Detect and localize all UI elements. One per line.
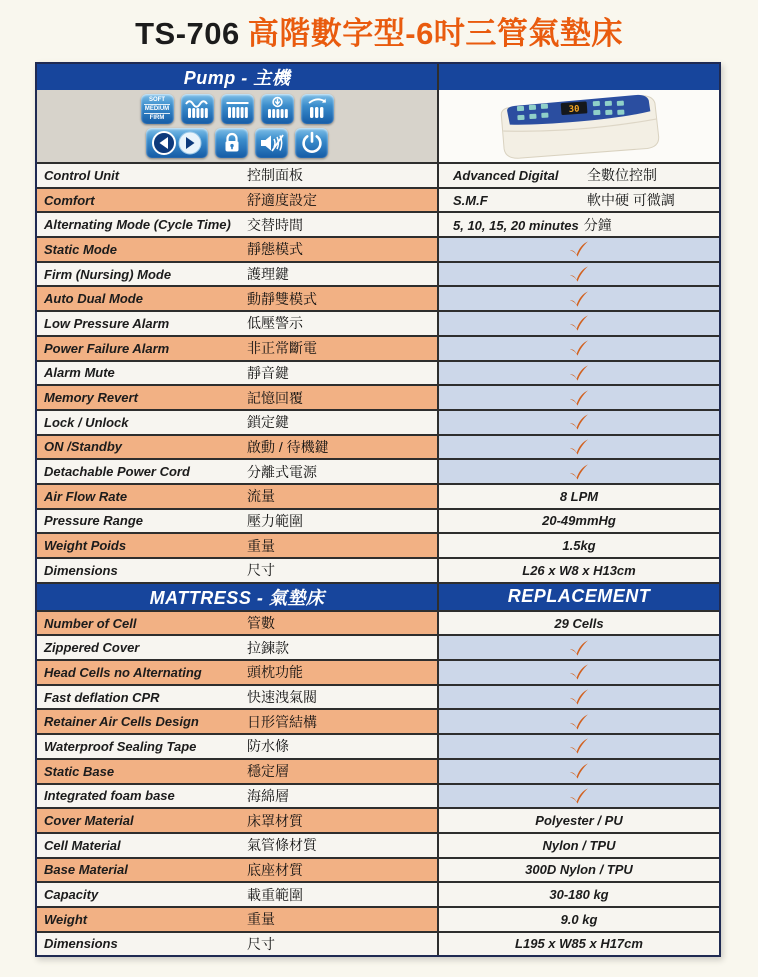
row-value-cell	[437, 534, 719, 557]
row-value: Nylon / TPU	[542, 837, 616, 853]
comfort-label-firm: FIRM	[144, 113, 170, 122]
row-label-en: Zippered Cover	[44, 640, 140, 656]
spec-row	[37, 261, 719, 286]
pump-section-header	[37, 64, 719, 90]
row-value-cell	[437, 859, 719, 882]
row-value-cell	[437, 386, 719, 409]
spec-row	[37, 335, 719, 360]
row-value: 8 LPM	[559, 488, 599, 504]
row-label-cell	[37, 636, 437, 659]
row-label-en: Control Unit	[44, 167, 120, 183]
comfort-label-medium: MEDIUM	[144, 106, 170, 112]
row-value-cell	[437, 834, 719, 857]
row-label-en: Retainer Air Cells Design	[44, 714, 199, 730]
row-label-zh: 氣管條材質	[247, 837, 317, 854]
row-label-en: Weight Poids	[44, 538, 127, 554]
row-value-cell	[437, 362, 719, 385]
spec-row	[37, 708, 719, 733]
row-label-cell	[37, 164, 437, 187]
row-label-zh: 壓力範圍	[247, 512, 303, 529]
replacement-header-title: REPLACEMENT	[437, 584, 719, 610]
row-label-zh: 尺寸	[247, 935, 275, 952]
check-icon	[569, 788, 589, 804]
row-label-zh: 啟動 / 待機鍵	[247, 438, 329, 455]
row-value-cell	[437, 411, 719, 434]
row-value-cell	[437, 735, 719, 758]
row-label-zh: 流量	[247, 488, 275, 505]
spec-row	[37, 733, 719, 758]
row-label-en: Firm (Nursing) Mode	[44, 266, 172, 282]
row-label-en: Auto Dual Mode	[44, 291, 143, 307]
row-label-en: Dimensions	[44, 562, 118, 578]
spec-row	[37, 434, 719, 459]
check-icon	[569, 664, 589, 680]
row-value-zh: 全數位控制	[587, 167, 657, 184]
check-icon	[569, 390, 589, 406]
pump-button-panel	[37, 90, 437, 162]
row-label-cell	[37, 933, 437, 956]
row-label-zh: 靜音鍵	[247, 364, 289, 381]
row-label-cell	[37, 460, 437, 483]
row-label-en: Head Cells no Alternating	[44, 664, 202, 680]
row-label-cell	[37, 337, 437, 360]
row-value-en: S.M.F	[453, 192, 488, 208]
spec-row	[37, 557, 719, 582]
row-label-en: Alarm Mute	[44, 365, 115, 381]
spec-row	[37, 162, 719, 187]
row-label-zh: 動靜雙模式	[247, 290, 317, 307]
row-label-zh: 頭枕功能	[247, 664, 303, 681]
row-label-cell	[37, 263, 437, 286]
row-label-en: Pressure Range	[44, 513, 143, 529]
check-icon	[569, 763, 589, 779]
row-value-cell	[437, 636, 719, 659]
row-value-cell	[437, 189, 719, 212]
spec-row	[37, 508, 719, 533]
row-label-cell	[37, 785, 437, 808]
row-label-zh: 床罩材質	[247, 812, 303, 829]
spec-row	[37, 906, 719, 931]
row-label-cell	[37, 386, 437, 409]
power-icon	[295, 128, 328, 158]
row-label-cell	[37, 534, 437, 557]
spec-row	[37, 384, 719, 409]
row-label-zh: 交替時間	[247, 216, 303, 233]
row-value-cell	[437, 238, 719, 261]
row-label-en: Waterproof Sealing Tape	[44, 738, 197, 754]
row-label-en: Integrated foam base	[44, 788, 175, 804]
row-label-cell	[37, 485, 437, 508]
row-value-cell	[437, 559, 719, 582]
row-value: 1.5kg	[562, 538, 596, 554]
spec-row	[37, 409, 719, 434]
lock-icon	[215, 128, 248, 158]
row-label-en: Low Pressure Alarm	[44, 315, 170, 331]
spec-row	[37, 634, 719, 659]
spec-row	[37, 758, 719, 783]
alternating-mode-icon	[181, 94, 214, 124]
check-icon	[569, 640, 589, 656]
spec-row	[37, 783, 719, 808]
row-label-cell	[37, 834, 437, 857]
row-label-en: Capacity	[44, 887, 99, 903]
firm-mode-icon	[301, 94, 334, 124]
mattress-rows	[37, 610, 719, 956]
row-label-zh: 防水條	[247, 738, 289, 755]
row-value-cell	[437, 213, 719, 236]
row-label-cell	[37, 612, 437, 635]
row-label-en: Base Material	[44, 862, 128, 878]
row-value-cell	[437, 287, 719, 310]
row-label-cell	[37, 559, 437, 582]
row-value-cell	[437, 460, 719, 483]
spec-row	[37, 285, 719, 310]
row-label-zh: 非正常斷電	[247, 340, 317, 357]
row-label-zh: 記憶回覆	[247, 389, 303, 406]
check-icon	[569, 414, 589, 430]
row-label-en: Fast deflation CPR	[44, 689, 160, 705]
row-label-zh: 舒適度設定	[247, 192, 317, 209]
spec-row	[37, 684, 719, 709]
row-label-zh: 低壓警示	[247, 315, 303, 332]
row-value: Polyester / PU	[535, 813, 623, 829]
row-label-en: Air Flow Rate	[44, 488, 128, 504]
row-label-zh: 鎖定鍵	[247, 414, 289, 431]
row-label-cell	[37, 760, 437, 783]
row-value-cell	[437, 263, 719, 286]
control-unit-display: 30	[568, 104, 580, 116]
check-icon	[569, 689, 589, 705]
row-value-cell	[437, 436, 719, 459]
row-label-zh: 重量	[247, 911, 275, 928]
row-label-en: Weight	[44, 911, 88, 927]
spec-row	[37, 659, 719, 684]
row-value-zh: 軟中硬 可微調	[587, 192, 675, 209]
panel-icons-row-1	[141, 94, 334, 124]
row-value-cell	[437, 933, 719, 956]
row-value-cell	[437, 612, 719, 635]
check-icon	[569, 365, 589, 381]
row-label-cell	[37, 362, 437, 385]
row-value: 300D Nylon / TPU	[525, 862, 633, 878]
pump-product-photo	[437, 90, 719, 162]
check-icon	[569, 714, 589, 730]
pump-header-right	[437, 64, 719, 90]
row-label-cell	[37, 411, 437, 434]
row-label-cell	[37, 735, 437, 758]
row-label-zh: 靜態模式	[247, 241, 303, 258]
row-label-cell	[37, 189, 437, 212]
row-value-cell	[437, 510, 719, 533]
prev-next-buttons-icon	[146, 128, 208, 158]
row-value-cell	[437, 337, 719, 360]
row-label-cell	[37, 883, 437, 906]
row-label-zh: 護理鍵	[247, 266, 289, 283]
row-label-cell	[37, 238, 437, 261]
comfort-label-soft: SOFT	[149, 97, 165, 103]
row-label-zh: 載重範圍	[247, 886, 303, 903]
row-value-cell	[437, 164, 719, 187]
check-icon	[569, 315, 589, 331]
row-label-zh: 海綿層	[247, 787, 289, 804]
row-label-en: Static Base	[44, 763, 115, 779]
product-name: 高階數字型-6吋三管氣墊床	[247, 16, 623, 51]
product-model: TS-706	[135, 16, 240, 51]
spec-table	[35, 62, 721, 957]
spec-row	[37, 857, 719, 882]
row-value-cell	[437, 686, 719, 709]
row-label-zh: 分離式電源	[247, 463, 317, 480]
check-icon	[569, 738, 589, 754]
spec-row	[37, 236, 719, 261]
row-label-en: Dimensions	[44, 936, 118, 952]
pump-rows	[37, 162, 719, 582]
row-label-en: Cell Material	[44, 837, 121, 853]
spec-row	[37, 532, 719, 557]
spec-row	[37, 610, 719, 635]
mattress-header-title: MATTRESS - 氣墊床	[149, 587, 325, 608]
row-label-zh: 重量	[247, 537, 275, 554]
row-label-cell	[37, 809, 437, 832]
row-label-zh: 日形管結構	[247, 713, 317, 730]
row-label-en: Detachable Power Cord	[44, 464, 190, 480]
row-label-zh: 管數	[247, 615, 275, 632]
row-value: 20-49mmHg	[542, 513, 616, 529]
spec-row	[37, 458, 719, 483]
row-label-cell	[37, 710, 437, 733]
page-title	[0, 8, 758, 53]
row-value: 9.0 kg	[560, 911, 598, 927]
row-label-en: Alternating Mode (Cycle Time)	[44, 217, 231, 233]
row-value: 5, 10, 15, 20 minutes 分鐘	[453, 216, 612, 233]
spec-row	[37, 310, 719, 335]
spec-row	[37, 211, 719, 236]
row-label-en: Lock / Unlock	[44, 414, 129, 430]
row-value-cell	[437, 785, 719, 808]
check-icon	[569, 266, 589, 282]
row-label-en: Comfort	[44, 192, 95, 208]
row-label-cell	[37, 312, 437, 335]
row-value-cell	[437, 809, 719, 832]
check-icon	[569, 241, 589, 257]
check-icon	[569, 464, 589, 480]
row-value-cell	[437, 883, 719, 906]
row-label-en: ON /Standby	[44, 439, 123, 455]
spec-row	[37, 832, 719, 857]
spec-row	[37, 807, 719, 832]
row-label-cell	[37, 859, 437, 882]
row-label-zh: 底座材質	[247, 861, 303, 878]
row-label-en: Memory Revert	[44, 390, 138, 406]
row-label-cell	[37, 510, 437, 533]
mattress-section-header	[37, 582, 719, 610]
row-label-zh: 穩定層	[247, 763, 289, 780]
check-icon	[569, 340, 589, 356]
row-value-cell	[437, 710, 719, 733]
spec-row	[37, 187, 719, 212]
media-row	[37, 90, 719, 162]
comfort-level-icon	[141, 94, 174, 124]
row-label-cell	[37, 908, 437, 931]
row-label-cell	[37, 213, 437, 236]
check-icon	[569, 291, 589, 307]
row-label-en: Static Mode	[44, 241, 117, 257]
row-value-cell	[437, 485, 719, 508]
spec-row	[37, 360, 719, 385]
row-label-cell	[37, 686, 437, 709]
row-label-en: Power Failure Alarm	[44, 340, 170, 356]
row-label-zh: 尺寸	[247, 562, 275, 579]
row-value-cell	[437, 312, 719, 335]
row-value: L26 x W8 x H13cm	[522, 562, 636, 578]
row-label-en: Number of Cell	[44, 615, 137, 631]
row-label-cell	[37, 287, 437, 310]
spec-row	[37, 483, 719, 508]
row-label-cell	[37, 436, 437, 459]
panel-icons-row-2	[146, 128, 328, 158]
row-value-cell	[437, 760, 719, 783]
row-value: 29 Cells	[554, 615, 604, 631]
check-icon	[569, 439, 589, 455]
row-value-en: Advanced Digital	[453, 167, 559, 183]
static-mode-icon	[221, 94, 254, 124]
spec-row	[37, 931, 719, 956]
row-label-zh: 快速洩氣閥	[247, 689, 317, 706]
row-label-zh: 控制面板	[247, 167, 303, 184]
row-label-en: Cover Material	[44, 813, 134, 829]
row-value: L195 x W85 x H17cm	[515, 936, 643, 952]
row-value-cell	[437, 661, 719, 684]
row-value-cell	[437, 908, 719, 931]
pump-header-title: Pump - 主機	[183, 68, 291, 88]
seat-inflation-icon	[261, 94, 294, 124]
row-label-zh: 拉鍊款	[247, 639, 289, 656]
row-label-cell	[37, 661, 437, 684]
mute-icon	[255, 128, 288, 158]
spec-row	[37, 881, 719, 906]
row-value: 30-180 kg	[549, 887, 609, 903]
